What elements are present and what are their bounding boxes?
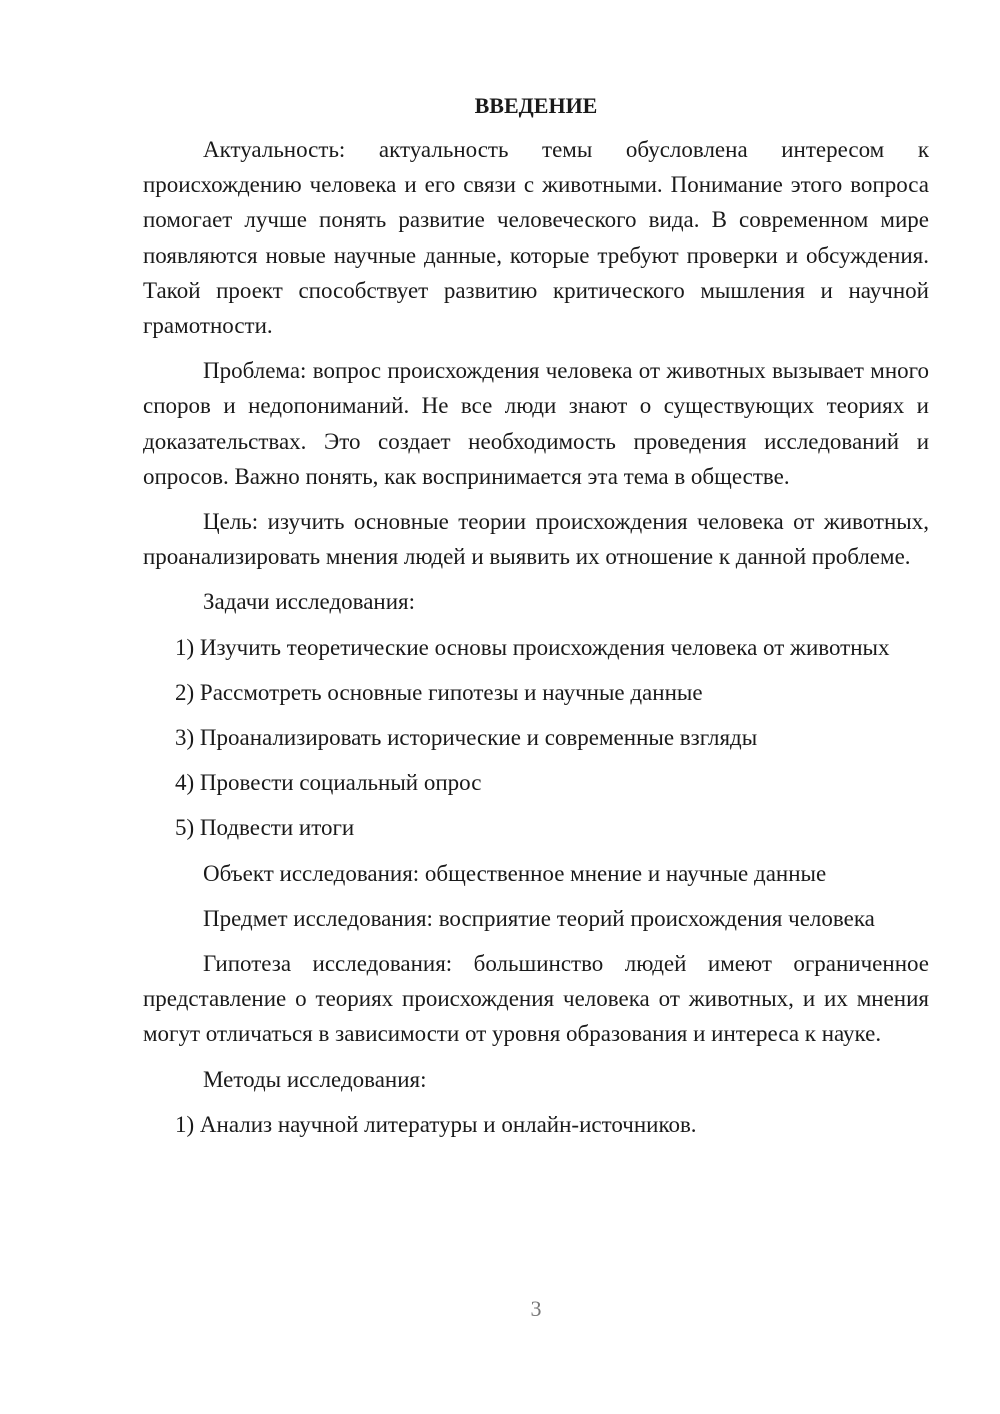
method-item-1: 1) Анализ научной литературы и онлайн-источников.	[175, 1111, 697, 1137]
goal-paragraph: Цель: изучить основные теории происхождения человека от животных, проанализировать мнения людей и выявить их отношение к данной проблеме.	[143, 509, 929, 570]
relevance-paragraph: Актуальность: актуальность темы обусловлена интересом к происхождению человека и его связи с животными. Понимание этого вопроса помогает лучше понять развитие человеческого вида. В современном мире появляются новые научные данные, которые требуют проверки и обсуждения. Такой проект способствует развитию критического мышления и научной грамотности.	[143, 137, 929, 339]
hypothesis-paragraph: Гипотеза исследования: большинство людей имеют ограниченное представление о теориях происхождения человека от животных, и их мнения могут отличаться в зависимости от уровня образования и интереса к науке.	[143, 951, 929, 1047]
page-heading: ВВЕДЕНИЕ	[474, 93, 598, 118]
task-item-5: 5) Подвести итоги	[175, 815, 355, 841]
research-subject: Предмет исследования: восприятие теорий происхождения человека	[203, 905, 875, 931]
methods-title: Методы исследования:	[203, 1066, 427, 1092]
task-item-1: 1) Изучить теоретические основы происхождения человека от животных	[175, 634, 890, 660]
page-number: 3	[530, 1296, 542, 1321]
problem-paragraph: Проблема: вопрос происхождения человека от животных вызывает много споров и недопониманий. Не все люди знают о существующих теориях и доказательствах. Это создает необходимость проведения исследований и опросов. Важно понять, как воспринимается эта тема в обществе.	[143, 358, 929, 489]
task-item-2: 2) Рассмотреть основные гипотезы и научные данные	[175, 679, 703, 705]
page-content	[143, 88, 929, 1152]
tasks-title: Задачи исследования:	[203, 589, 416, 615]
task-item-3: 3) Проанализировать исторические и современные взгляды	[175, 725, 758, 751]
research-object: Объект исследования: общественное мнение и научные данные	[203, 860, 827, 886]
task-item-4: 4) Провести социальный опрос	[175, 770, 482, 796]
